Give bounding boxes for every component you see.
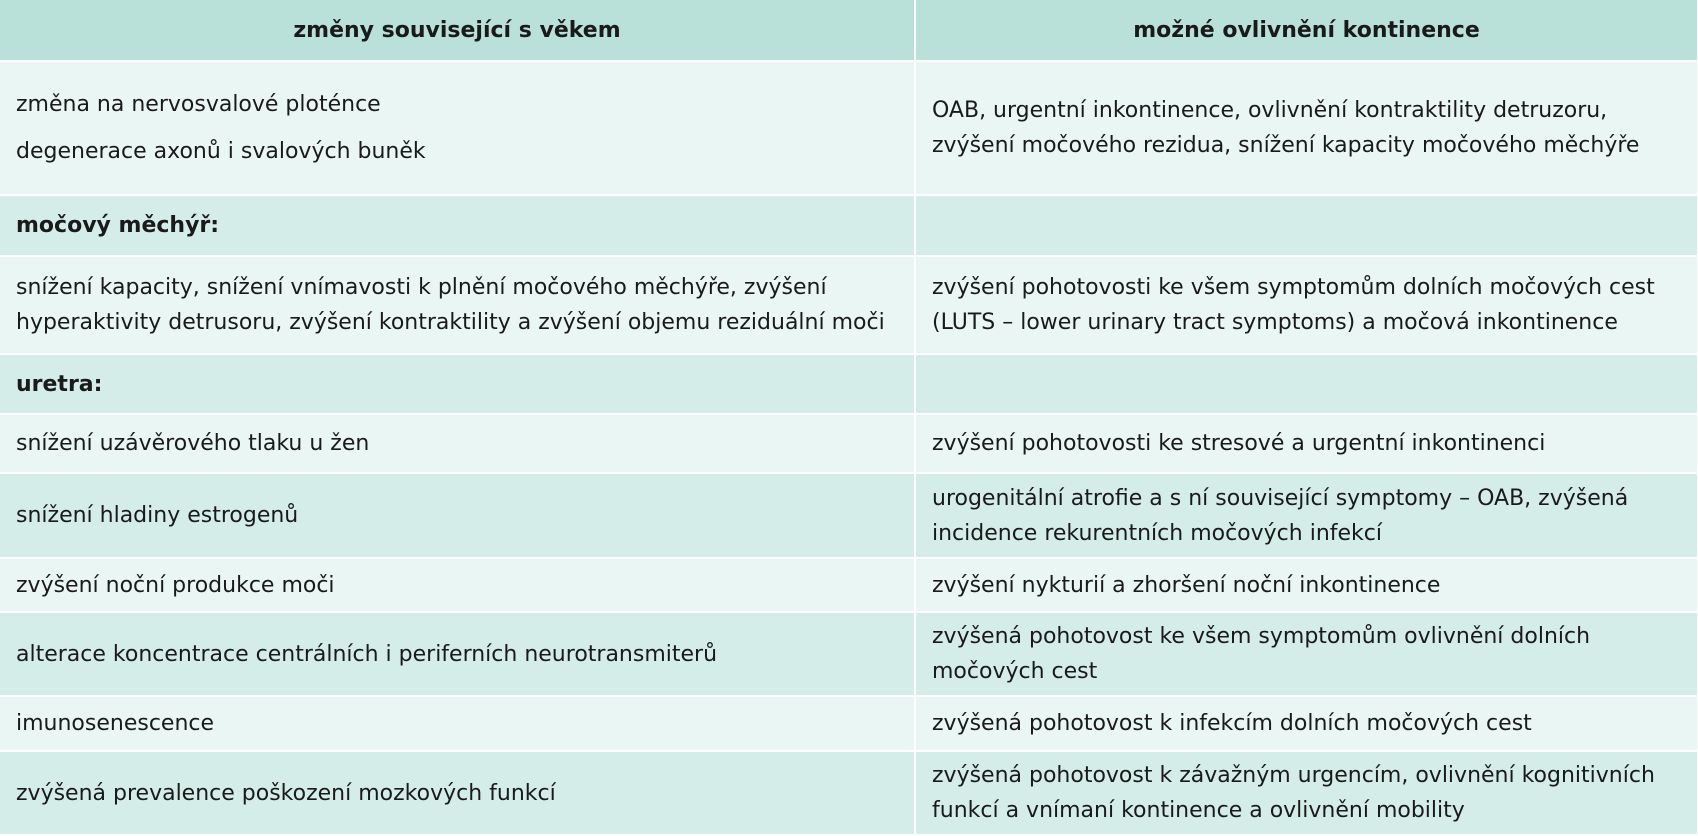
header-age-changes: změny související s věkem [0,0,915,61]
row-left-cell: snížení hladiny estrogenů [0,473,915,558]
row-right-cell: zvýšená pohotovost ke všem symptomům ovlivnění dolních močových cest [915,612,1698,696]
section-row [0,354,1698,414]
table-row [0,473,1698,558]
row-right-cell: zvýšení nykturií a zhoršení noční inkontinence [915,558,1698,612]
row-right-cell: urogenitální atrofie a s ní související symptomy – OAB, zvýšená incidence rekurentních močových infekcí [915,473,1698,558]
row-left-cell: alterace koncentrace centrálních i periferních neurotransmiterů [0,612,915,696]
header-continence-impact: možné ovlivnění kontinence [915,0,1698,61]
row-right-cell: zvýšení pohotovosti ke stresové a urgentní inkontinenci [915,414,1698,473]
row-left-line: degenerace axonů i svalových buněk [16,139,426,164]
table-header-row [0,0,1698,61]
table-row [0,414,1698,473]
row-left-cell: imunosenescence [0,696,915,751]
table-row [0,612,1698,696]
section-empty-cell [915,195,1698,256]
row-left-cell [0,61,915,195]
table-row [0,256,1698,354]
row-left-cell: snížení uzávěrového tlaku u žen [0,414,915,473]
row-right-cell: zvýšená pohotovost k infekcím dolních močových cest [915,696,1698,751]
row-left-line: změna na nervosvalové ploténce [16,92,381,117]
row-right-cell: zvýšená pohotovost k závažným urgencím, ovlivnění kognitivních funkcí a vnímaní kontinence a ovlivnění mobility [915,751,1698,835]
table-row [0,558,1698,612]
table-row [0,696,1698,751]
table-row [0,61,1698,195]
section-row [0,195,1698,256]
table-row [0,751,1698,835]
section-empty-cell [915,354,1698,414]
row-right-cell: zvýšení pohotovosti ke všem symptomům dolních močových cest (LUTS – lower urinary tract symptoms) a močová inkontinence [915,256,1698,354]
row-right-cell: OAB, urgentní inkontinence, ovlivnění kontraktility detruzoru, zvýšení močového rezidua, snížení kapacity močového měchýře [915,61,1698,195]
row-left-cell: zvýšení noční produkce moči [0,558,915,612]
row-left-cell: zvýšená prevalence poškození mozkových funkcí [0,751,915,835]
row-left-cell: snížení kapacity, snížení vnímavosti k plnění močového měchýře, zvýšení hyperaktivity detrusoru, zvýšení kontraktility a zvýšení objemu reziduální moči [0,256,915,354]
section-label: močový měchýř: [0,195,915,256]
section-label: uretra: [0,354,915,414]
